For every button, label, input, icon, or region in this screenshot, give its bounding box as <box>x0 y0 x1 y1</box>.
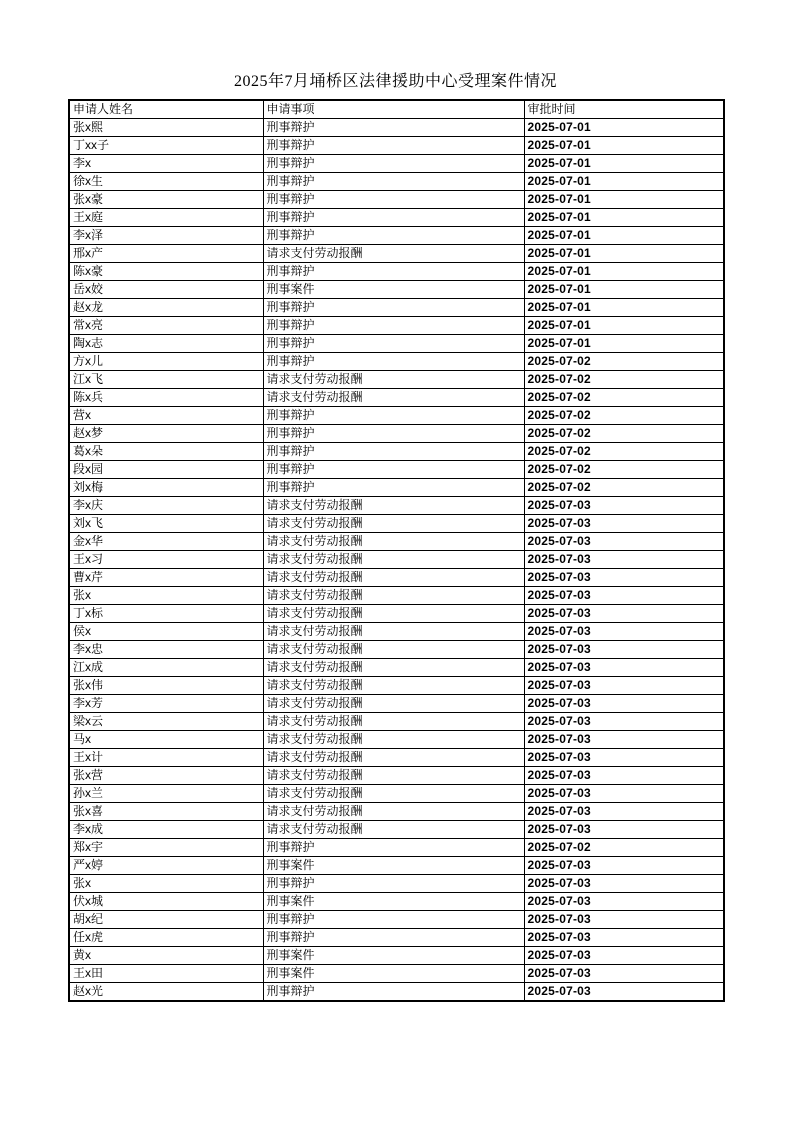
approval-date-cell: 2025-07-01 <box>524 119 724 137</box>
applicant-name-cell: 梁x云 <box>69 713 263 731</box>
approval-date-cell: 2025-07-02 <box>524 425 724 443</box>
application-matter-cell: 请求支付劳动报酬 <box>263 803 524 821</box>
approval-date-cell: 2025-07-03 <box>524 911 724 929</box>
table-row <box>69 623 724 641</box>
applicant-name-cell: 赵x龙 <box>69 299 263 317</box>
application-matter-cell: 请求支付劳动报酬 <box>263 767 524 785</box>
table-row <box>69 353 724 371</box>
approval-date-cell: 2025-07-02 <box>524 407 724 425</box>
table-row <box>69 137 724 155</box>
table-row <box>69 839 724 857</box>
table-row <box>69 893 724 911</box>
application-matter-cell: 刑事辩护 <box>263 839 524 857</box>
approval-date-cell: 2025-07-01 <box>524 227 724 245</box>
approval-date-cell: 2025-07-03 <box>524 569 724 587</box>
approval-date-cell: 2025-07-01 <box>524 335 724 353</box>
applicant-name-cell: 张x营 <box>69 767 263 785</box>
document-page <box>68 0 723 1002</box>
table-row <box>69 587 724 605</box>
applicant-name-cell: 曹x芹 <box>69 569 263 587</box>
table-row <box>69 983 724 1002</box>
applicant-name-cell: 徐x生 <box>69 173 263 191</box>
table-row <box>69 191 724 209</box>
table-row <box>69 335 724 353</box>
approval-date-cell: 2025-07-03 <box>524 965 724 983</box>
applicant-name-cell: 王x习 <box>69 551 263 569</box>
application-matter-cell: 刑事案件 <box>263 893 524 911</box>
applicant-name-cell: 胡x纪 <box>69 911 263 929</box>
applicant-name-cell: 侯x <box>69 623 263 641</box>
application-matter-cell: 刑事辩护 <box>263 443 524 461</box>
approval-date-cell: 2025-07-03 <box>524 821 724 839</box>
table-row <box>69 209 724 227</box>
applicant-name-cell: 葛x朵 <box>69 443 263 461</box>
table-row <box>69 281 724 299</box>
applicant-name-cell: 岳x姣 <box>69 281 263 299</box>
column-header-applicant-name: 申请人姓名 <box>69 100 263 119</box>
approval-date-cell: 2025-07-01 <box>524 281 724 299</box>
applicant-name-cell: 刘x梅 <box>69 479 263 497</box>
application-matter-cell: 请求支付劳动报酬 <box>263 587 524 605</box>
applicant-name-cell: 王x计 <box>69 749 263 767</box>
application-matter-cell: 请求支付劳动报酬 <box>263 821 524 839</box>
approval-date-cell: 2025-07-03 <box>524 713 724 731</box>
application-matter-cell: 刑事案件 <box>263 281 524 299</box>
approval-date-cell: 2025-07-02 <box>524 389 724 407</box>
approval-date-cell: 2025-07-03 <box>524 857 724 875</box>
applicant-name-cell: 任x虎 <box>69 929 263 947</box>
applicant-name-cell: 李x庆 <box>69 497 263 515</box>
column-header-approval-time: 审批时间 <box>524 100 724 119</box>
table-row <box>69 605 724 623</box>
application-matter-cell: 刑事辩护 <box>263 191 524 209</box>
approval-date-cell: 2025-07-01 <box>524 155 724 173</box>
approval-date-cell: 2025-07-01 <box>524 317 724 335</box>
approval-date-cell: 2025-07-03 <box>524 605 724 623</box>
table-row <box>69 785 724 803</box>
approval-date-cell: 2025-07-02 <box>524 461 724 479</box>
application-matter-cell: 刑事案件 <box>263 965 524 983</box>
approval-date-cell: 2025-07-02 <box>524 371 724 389</box>
applicant-name-cell: 张x熙 <box>69 119 263 137</box>
approval-date-cell: 2025-07-01 <box>524 173 724 191</box>
table-row <box>69 911 724 929</box>
table-row <box>69 731 724 749</box>
application-matter-cell: 刑事辩护 <box>263 263 524 281</box>
application-matter-cell: 请求支付劳动报酬 <box>263 371 524 389</box>
application-matter-cell: 刑事辩护 <box>263 137 524 155</box>
approval-date-cell: 2025-07-01 <box>524 209 724 227</box>
application-matter-cell: 请求支付劳动报酬 <box>263 497 524 515</box>
applicant-name-cell: 王x庭 <box>69 209 263 227</box>
application-matter-cell: 请求支付劳动报酬 <box>263 695 524 713</box>
applicant-name-cell: 张x <box>69 587 263 605</box>
application-matter-cell: 刑事辩护 <box>263 119 524 137</box>
application-matter-cell: 请求支付劳动报酬 <box>263 677 524 695</box>
application-matter-cell: 请求支付劳动报酬 <box>263 533 524 551</box>
approval-date-cell: 2025-07-01 <box>524 245 724 263</box>
approval-date-cell: 2025-07-02 <box>524 479 724 497</box>
table-row <box>69 713 724 731</box>
approval-date-cell: 2025-07-03 <box>524 749 724 767</box>
applicant-name-cell: 李x忠 <box>69 641 263 659</box>
application-matter-cell: 刑事辩护 <box>263 155 524 173</box>
table-row <box>69 227 724 245</box>
approval-date-cell: 2025-07-03 <box>524 929 724 947</box>
applicant-name-cell: 赵x光 <box>69 983 263 1002</box>
table-row <box>69 479 724 497</box>
approval-date-cell: 2025-07-03 <box>524 551 724 569</box>
application-matter-cell: 请求支付劳动报酬 <box>263 605 524 623</box>
approval-date-cell: 2025-07-03 <box>524 893 724 911</box>
table-row <box>69 929 724 947</box>
applicant-name-cell: 张x喜 <box>69 803 263 821</box>
applicant-name-cell: 营x <box>69 407 263 425</box>
table-row <box>69 515 724 533</box>
table-row <box>69 965 724 983</box>
applicant-name-cell: 段x园 <box>69 461 263 479</box>
approval-date-cell: 2025-07-01 <box>524 263 724 281</box>
column-header-application-matter: 申请事项 <box>263 100 524 119</box>
table-row <box>69 425 724 443</box>
applicant-name-cell: 伏x城 <box>69 893 263 911</box>
approval-date-cell: 2025-07-03 <box>524 677 724 695</box>
table-row <box>69 857 724 875</box>
approval-date-cell: 2025-07-03 <box>524 731 724 749</box>
application-matter-cell: 请求支付劳动报酬 <box>263 659 524 677</box>
approval-date-cell: 2025-07-03 <box>524 641 724 659</box>
approval-date-cell: 2025-07-03 <box>524 659 724 677</box>
approval-date-cell: 2025-07-01 <box>524 299 724 317</box>
applicant-name-cell: 陈x豪 <box>69 263 263 281</box>
table-row <box>69 371 724 389</box>
application-matter-cell: 刑事辩护 <box>263 209 524 227</box>
approval-date-cell: 2025-07-03 <box>524 695 724 713</box>
application-matter-cell: 刑事辩护 <box>263 425 524 443</box>
approval-date-cell: 2025-07-01 <box>524 191 724 209</box>
application-matter-cell: 刑事辩护 <box>263 353 524 371</box>
cases-table <box>68 99 725 1002</box>
approval-date-cell: 2025-07-02 <box>524 839 724 857</box>
application-matter-cell: 请求支付劳动报酬 <box>263 515 524 533</box>
applicant-name-cell: 江x成 <box>69 659 263 677</box>
table-row <box>69 803 724 821</box>
approval-date-cell: 2025-07-03 <box>524 767 724 785</box>
table-row <box>69 245 724 263</box>
table-row <box>69 695 724 713</box>
application-matter-cell: 刑事辩护 <box>263 299 524 317</box>
table-row <box>69 389 724 407</box>
table-row <box>69 317 724 335</box>
approval-date-cell: 2025-07-03 <box>524 533 724 551</box>
application-matter-cell: 刑事辩护 <box>263 983 524 1002</box>
applicant-name-cell: 严x婷 <box>69 857 263 875</box>
application-matter-cell: 请求支付劳动报酬 <box>263 785 524 803</box>
application-matter-cell: 刑事辩护 <box>263 479 524 497</box>
approval-date-cell: 2025-07-03 <box>524 515 724 533</box>
approval-date-cell: 2025-07-01 <box>524 137 724 155</box>
applicant-name-cell: 刘x飞 <box>69 515 263 533</box>
table-row <box>69 677 724 695</box>
table-row <box>69 119 724 137</box>
applicant-name-cell: 李x成 <box>69 821 263 839</box>
applicant-name-cell: 孙x兰 <box>69 785 263 803</box>
table-header-row <box>69 100 724 119</box>
table-row <box>69 749 724 767</box>
approval-date-cell: 2025-07-03 <box>524 983 724 1002</box>
applicant-name-cell: 常x亮 <box>69 317 263 335</box>
applicant-name-cell: 李x泽 <box>69 227 263 245</box>
application-matter-cell: 刑事辩护 <box>263 461 524 479</box>
table-row <box>69 155 724 173</box>
table-row <box>69 947 724 965</box>
application-matter-cell: 刑事辩护 <box>263 173 524 191</box>
applicant-name-cell: 张x伟 <box>69 677 263 695</box>
application-matter-cell: 请求支付劳动报酬 <box>263 245 524 263</box>
application-matter-cell: 刑事辩护 <box>263 929 524 947</box>
application-matter-cell: 刑事案件 <box>263 947 524 965</box>
applicant-name-cell: 赵x梦 <box>69 425 263 443</box>
application-matter-cell: 请求支付劳动报酬 <box>263 569 524 587</box>
table-row <box>69 461 724 479</box>
application-matter-cell: 请求支付劳动报酬 <box>263 731 524 749</box>
table-row <box>69 497 724 515</box>
application-matter-cell: 请求支付劳动报酬 <box>263 623 524 641</box>
table-body <box>69 119 724 1002</box>
approval-date-cell: 2025-07-03 <box>524 623 724 641</box>
approval-date-cell: 2025-07-03 <box>524 497 724 515</box>
application-matter-cell: 刑事辩护 <box>263 407 524 425</box>
applicant-name-cell: 王x田 <box>69 965 263 983</box>
table-row <box>69 443 724 461</box>
table-row <box>69 551 724 569</box>
applicant-name-cell: 张x豪 <box>69 191 263 209</box>
table-row <box>69 407 724 425</box>
page-title: 2025年7月埇桥区法律援助中心受理案件情况 <box>233 73 557 90</box>
applicant-name-cell: 李x芳 <box>69 695 263 713</box>
table-row <box>69 299 724 317</box>
table-row <box>69 173 724 191</box>
table-row <box>69 641 724 659</box>
application-matter-cell: 刑事辩护 <box>263 227 524 245</box>
table-row <box>69 533 724 551</box>
application-matter-cell: 请求支付劳动报酬 <box>263 389 524 407</box>
application-matter-cell: 刑事辩护 <box>263 317 524 335</box>
applicant-name-cell: 马x <box>69 731 263 749</box>
application-matter-cell: 刑事辩护 <box>263 335 524 353</box>
application-matter-cell: 刑事案件 <box>263 857 524 875</box>
applicant-name-cell: 金x华 <box>69 533 263 551</box>
applicant-name-cell: 陶x志 <box>69 335 263 353</box>
approval-date-cell: 2025-07-03 <box>524 587 724 605</box>
table-row <box>69 767 724 785</box>
table-row <box>69 875 724 893</box>
applicant-name-cell: 李x <box>69 155 263 173</box>
application-matter-cell: 刑事辩护 <box>263 911 524 929</box>
applicant-name-cell: 江x飞 <box>69 371 263 389</box>
approval-date-cell: 2025-07-03 <box>524 875 724 893</box>
approval-date-cell: 2025-07-02 <box>524 443 724 461</box>
applicant-name-cell: 郑x宇 <box>69 839 263 857</box>
table-row <box>69 569 724 587</box>
applicant-name-cell: 张x <box>69 875 263 893</box>
applicant-name-cell: 丁xx子 <box>69 137 263 155</box>
applicant-name-cell: 陈x兵 <box>69 389 263 407</box>
approval-date-cell: 2025-07-02 <box>524 353 724 371</box>
application-matter-cell: 刑事辩护 <box>263 875 524 893</box>
applicant-name-cell: 丁x标 <box>69 605 263 623</box>
table-row <box>69 821 724 839</box>
applicant-name-cell: 方x儿 <box>69 353 263 371</box>
application-matter-cell: 请求支付劳动报酬 <box>263 641 524 659</box>
application-matter-cell: 请求支付劳动报酬 <box>263 749 524 767</box>
application-matter-cell: 请求支付劳动报酬 <box>263 551 524 569</box>
application-matter-cell: 请求支付劳动报酬 <box>263 713 524 731</box>
applicant-name-cell: 邢x产 <box>69 245 263 263</box>
approval-date-cell: 2025-07-03 <box>524 785 724 803</box>
table-row <box>69 263 724 281</box>
approval-date-cell: 2025-07-03 <box>524 947 724 965</box>
table-row <box>69 659 724 677</box>
applicant-name-cell: 黄x <box>69 947 263 965</box>
approval-date-cell: 2025-07-03 <box>524 803 724 821</box>
